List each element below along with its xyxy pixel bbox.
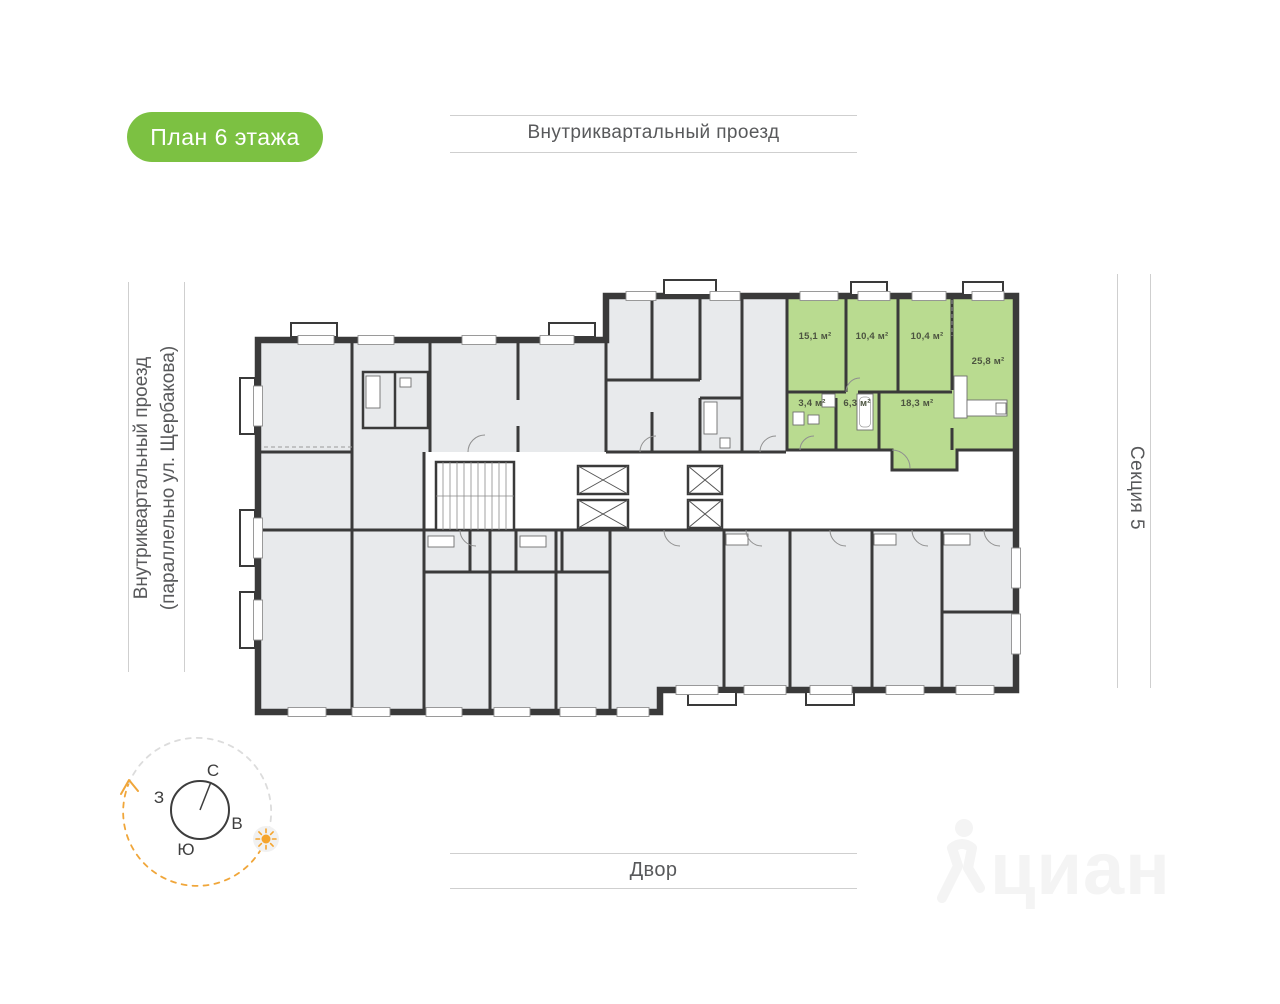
area-room-2: 10,4 м² [855, 331, 889, 342]
window [800, 292, 838, 301]
window [617, 708, 649, 717]
bathtub [366, 376, 380, 408]
compass [110, 722, 295, 897]
balcony [240, 510, 255, 566]
sink [808, 415, 819, 424]
area-room-1: 15,1 м² [798, 331, 832, 342]
balcony [240, 592, 255, 648]
counter [874, 534, 896, 545]
bathtub [704, 402, 717, 434]
window [494, 708, 530, 717]
window [540, 336, 574, 345]
compass-east: В [231, 814, 243, 833]
apartment-outline [787, 296, 1016, 470]
window [254, 600, 263, 640]
window [462, 336, 496, 345]
top-street-label: Внутриквартальный проезд [527, 122, 780, 143]
balcony [291, 323, 337, 337]
window [288, 708, 326, 717]
counter [944, 534, 970, 545]
window [560, 708, 596, 717]
window [352, 708, 390, 717]
compass-south: Ю [177, 840, 195, 859]
highlighted-apartment[interactable] [787, 296, 1016, 470]
counter [520, 536, 546, 547]
window [1012, 614, 1021, 654]
window [972, 292, 1004, 301]
kitchen-stove [996, 403, 1006, 414]
window [676, 686, 718, 695]
area-bathroom-2: 6,3 м² [843, 398, 871, 409]
area-hallway: 18,3 м² [900, 398, 934, 409]
window [626, 292, 656, 301]
watermark [928, 796, 1188, 910]
toilet [793, 412, 804, 425]
sink [720, 438, 730, 448]
stairwell [436, 462, 514, 530]
window [254, 518, 263, 558]
balcony [549, 323, 595, 337]
window [710, 292, 740, 301]
window [254, 386, 263, 426]
watermark-logo-icon [928, 810, 990, 906]
window [744, 686, 786, 695]
counter [726, 534, 748, 545]
window [810, 686, 852, 695]
yard-label: Двор [629, 859, 678, 881]
window [912, 292, 946, 301]
window [358, 336, 394, 345]
window [426, 708, 462, 717]
watermark-brand: циан [990, 827, 1171, 910]
left-street-label-line1: Внутриквартальный проезд [131, 356, 152, 600]
sun-core [262, 835, 271, 844]
counter [428, 536, 454, 547]
floor-badge: План 6 этажа [127, 112, 323, 162]
area-bathroom-1: 3,4 м² [798, 398, 826, 409]
window [858, 292, 890, 301]
balcony [664, 280, 716, 295]
sink [400, 378, 411, 387]
compass-west: З [153, 788, 165, 807]
balcony [240, 378, 255, 434]
window [1012, 548, 1021, 588]
sun-icon [253, 826, 279, 852]
left-street-label-line2: (параллельно ул. Щербакова) [158, 345, 179, 611]
compass-north: С [206, 761, 220, 780]
area-room-3: 10,4 м² [910, 331, 944, 342]
section-label: Секция 5 [1126, 445, 1147, 531]
window [886, 686, 924, 695]
sun-path-arrow [121, 780, 138, 794]
window [956, 686, 994, 695]
kitchen-column [954, 376, 967, 418]
window [298, 336, 334, 345]
area-kitchen-living: 25,8 м² [971, 356, 1005, 367]
